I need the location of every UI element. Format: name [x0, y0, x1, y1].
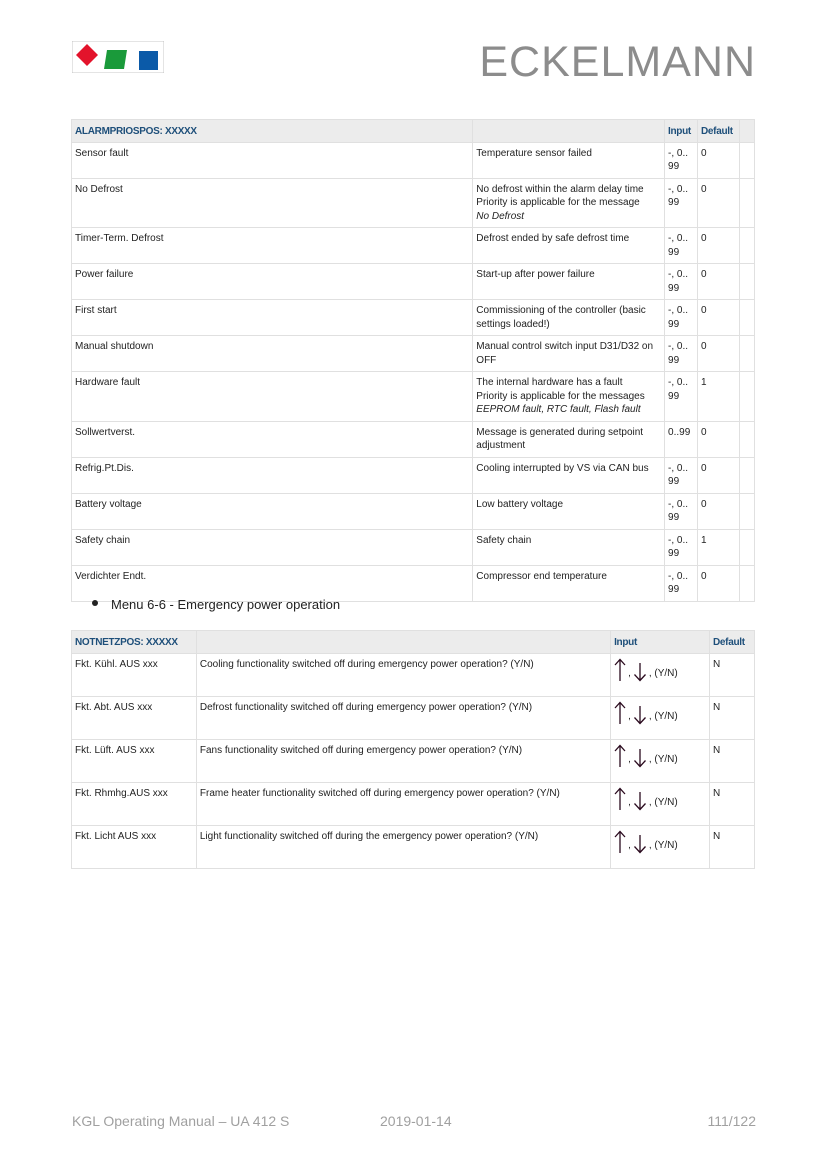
- input-range: -, 0.. 99: [665, 372, 698, 422]
- empty-cell: [739, 300, 754, 336]
- description-line: Manual control switch input D31/D32 on OFF: [476, 341, 654, 366]
- table-row: [72, 565, 755, 601]
- footer-date: 2019-01-14: [380, 1113, 452, 1129]
- input-range: -, 0.. 99: [665, 300, 698, 336]
- footer-page-number: 111/122: [707, 1113, 756, 1129]
- input-separator: ,: [628, 711, 631, 722]
- table-header-row: [72, 120, 755, 143]
- input-range: -, 0.. 99: [665, 529, 698, 565]
- parameter-name: Safety chain: [72, 529, 473, 565]
- description-line: Low battery voltage: [476, 498, 564, 510]
- input-range: 0..99: [665, 421, 698, 457]
- default-value: 0: [698, 457, 740, 493]
- table-header-row: [72, 631, 755, 654]
- parameter-name: Verdichter Endt.: [72, 565, 473, 601]
- parameter-description: [473, 493, 665, 529]
- footer-manual-title: KGL Operating Manual – UA 412 S: [72, 1113, 290, 1129]
- description-line: Priority is applicable for the message: [476, 197, 640, 208]
- brand-name: ECKELMANN: [479, 38, 756, 86]
- parameter-name: No Defrost: [72, 178, 473, 228]
- default-value: 0: [698, 264, 740, 300]
- parameter-name: Fkt. Abt. AUS xxx: [72, 696, 197, 739]
- alarm-priority-table: [71, 119, 755, 602]
- parameter-description: [473, 178, 665, 228]
- arrow-down-icon: [633, 662, 647, 682]
- table-row: [72, 142, 755, 178]
- input-yn: , (Y/N): [648, 711, 678, 722]
- header-default: Default: [698, 120, 740, 143]
- input-yn: , (Y/N): [648, 797, 678, 808]
- input-separator: ,: [628, 797, 631, 808]
- parameter-description: [473, 300, 665, 336]
- empty-cell: [739, 372, 754, 422]
- header-alarmpriospos: ALARMPRIOSPOS: XXXXX: [72, 120, 473, 143]
- arrow-down-icon: [633, 834, 647, 854]
- empty-cell: [739, 178, 754, 228]
- input-range: -, 0.. 99: [665, 264, 698, 300]
- parameter-description: [473, 529, 665, 565]
- parameter-description: [473, 336, 665, 372]
- input-range: -, 0.. 99: [665, 228, 698, 264]
- parameter-description: [473, 565, 665, 601]
- empty-cell: [739, 264, 754, 300]
- default-value: 1: [698, 529, 740, 565]
- parameter-name: Manual shutdown: [72, 336, 473, 372]
- default-value: N: [709, 653, 754, 696]
- empty-cell: [739, 421, 754, 457]
- default-value: 0: [698, 142, 740, 178]
- table-row: [72, 493, 755, 529]
- description-line: Message is generated during setpoint adjustment: [476, 426, 644, 451]
- menu-bullet-text: Menu 6-6 - Emergency power operation: [111, 597, 341, 612]
- input-range: -, 0.. 99: [665, 565, 698, 601]
- parameter-description: Light functionality switched off during the emergency power operation? (Y/N): [196, 825, 610, 868]
- parameter-name: Sollwertverst.: [72, 421, 473, 457]
- parameter-description: [473, 264, 665, 300]
- table-row: [72, 529, 755, 565]
- arrow-up-icon: [614, 830, 626, 854]
- header-description: [196, 631, 610, 654]
- table-row: [72, 782, 755, 825]
- input-range: -, 0.. 99: [665, 493, 698, 529]
- table-row: [72, 653, 755, 696]
- description-line: Priority is applicable for the messages: [476, 390, 645, 402]
- input-options: [611, 739, 710, 782]
- default-value: N: [709, 696, 754, 739]
- parameter-name: Refrig.Pt.Dis.: [72, 457, 473, 493]
- parameter-description: Defrost functionality switched off during emergency power operation? (Y/N): [196, 696, 610, 739]
- table-row: [72, 178, 755, 228]
- table-row: [72, 696, 755, 739]
- default-value: 0: [698, 565, 740, 601]
- parameter-description: [473, 421, 665, 457]
- default-value: N: [709, 782, 754, 825]
- parameter-name: Sensor fault: [72, 142, 473, 178]
- table-row: [72, 457, 755, 493]
- input-range: -, 0.. 99: [665, 142, 698, 178]
- empty-cell: [739, 493, 754, 529]
- arrow-down-icon: [633, 748, 647, 768]
- input-separator: ,: [628, 754, 631, 765]
- parameter-name: Fkt. Licht AUS xxx: [72, 825, 197, 868]
- header-input: Input: [611, 631, 710, 654]
- parameter-name: Battery voltage: [72, 493, 473, 529]
- input-separator: ,: [628, 840, 631, 851]
- default-value: 0: [698, 493, 740, 529]
- input-yn: , (Y/N): [648, 754, 678, 765]
- input-arrows: [614, 658, 706, 682]
- input-options: [611, 825, 710, 868]
- parameter-name: Timer-Term. Defrost: [72, 228, 473, 264]
- arrow-up-icon: [614, 701, 626, 725]
- empty-cell: [739, 142, 754, 178]
- bullet-dot-icon: [92, 600, 98, 606]
- input-separator: ,: [628, 668, 631, 679]
- header-input: Input: [665, 120, 698, 143]
- table-row: [72, 825, 755, 868]
- description-line: The internal hardware has a fault: [476, 377, 623, 388]
- parameter-description: Cooling functionality switched off during emergency power operation? (Y/N): [196, 653, 610, 696]
- default-value: N: [709, 825, 754, 868]
- parameter-description: Frame heater functionality switched off during emergency power operation? (Y/N): [196, 782, 610, 825]
- empty-cell: [739, 228, 754, 264]
- input-options: [611, 782, 710, 825]
- emergency-power-table: [71, 630, 755, 869]
- arrow-down-icon: [633, 791, 647, 811]
- input-arrows: [614, 787, 706, 811]
- parameter-description: [473, 457, 665, 493]
- parameter-description: [473, 142, 665, 178]
- table-row: [72, 300, 755, 336]
- header-extra: [739, 120, 754, 143]
- default-value: 0: [698, 300, 740, 336]
- description-line: Compressor end temperature: [476, 570, 607, 582]
- parameter-description: [473, 228, 665, 264]
- arrow-up-icon: [614, 744, 626, 768]
- input-range: -, 0.. 99: [665, 336, 698, 372]
- arrow-up-icon: [614, 787, 626, 811]
- empty-cell: [739, 529, 754, 565]
- default-value: 0: [698, 228, 740, 264]
- description-line: No defrost within the alarm delay time: [476, 183, 644, 195]
- parameter-name: Power failure: [72, 264, 473, 300]
- input-yn: , (Y/N): [648, 840, 678, 851]
- input-options: [611, 653, 710, 696]
- parameter-name: Hardware fault: [72, 372, 473, 422]
- description-line: Cooling interrupted by VS via CAN bus: [476, 462, 649, 474]
- parameter-name: Fkt. Rhmhg.AUS xxx: [72, 782, 197, 825]
- input-yn: , (Y/N): [648, 668, 678, 679]
- parameter-description: [473, 372, 665, 422]
- input-range: -, 0.. 99: [665, 457, 698, 493]
- header-description: [473, 120, 665, 143]
- description-line: Temperature sensor failed: [476, 147, 592, 159]
- menu-bullet: [92, 597, 340, 612]
- description-message-name: EEPROM fault, RTC fault, Flash fault: [476, 404, 641, 415]
- description-line: Start-up after power failure: [476, 269, 595, 280]
- input-options: [611, 696, 710, 739]
- table-row: [72, 739, 755, 782]
- default-value: 1: [698, 372, 740, 422]
- table-row: [72, 421, 755, 457]
- header-default: Default: [709, 631, 754, 654]
- arrow-up-icon: [614, 658, 626, 682]
- default-value: 0: [698, 336, 740, 372]
- input-arrows: [614, 830, 706, 854]
- default-value: 0: [698, 178, 740, 228]
- parameter-name: Fkt. Kühl. AUS xxx: [72, 653, 197, 696]
- input-arrows: [614, 744, 706, 768]
- table-row: [72, 264, 755, 300]
- default-value: 0: [698, 421, 740, 457]
- default-value: N: [709, 739, 754, 782]
- table-row: [72, 336, 755, 372]
- table-row: [72, 372, 755, 422]
- table-row: [72, 228, 755, 264]
- header-notnetzpos: NOTNETZPOS: XXXXX: [72, 631, 197, 654]
- empty-cell: [739, 336, 754, 372]
- description-line: Commissioning of the controller (basic settings loaded!): [476, 305, 646, 330]
- empty-cell: [739, 565, 754, 601]
- empty-cell: [739, 457, 754, 493]
- description-line: Safety chain: [476, 534, 532, 546]
- description-message-name: No Defrost: [476, 210, 525, 222]
- parameter-name: Fkt. Lüft. AUS xxx: [72, 739, 197, 782]
- arrow-down-icon: [633, 705, 647, 725]
- parameter-description: Fans functionality switched off during emergency power operation? (Y/N): [196, 739, 610, 782]
- description-line: Defrost ended by safe defrost time: [476, 233, 630, 244]
- parameter-name: First start: [72, 300, 473, 336]
- input-range: -, 0.. 99: [665, 178, 698, 228]
- eckelmann-logo-icon: [72, 41, 164, 73]
- input-arrows: [614, 701, 706, 725]
